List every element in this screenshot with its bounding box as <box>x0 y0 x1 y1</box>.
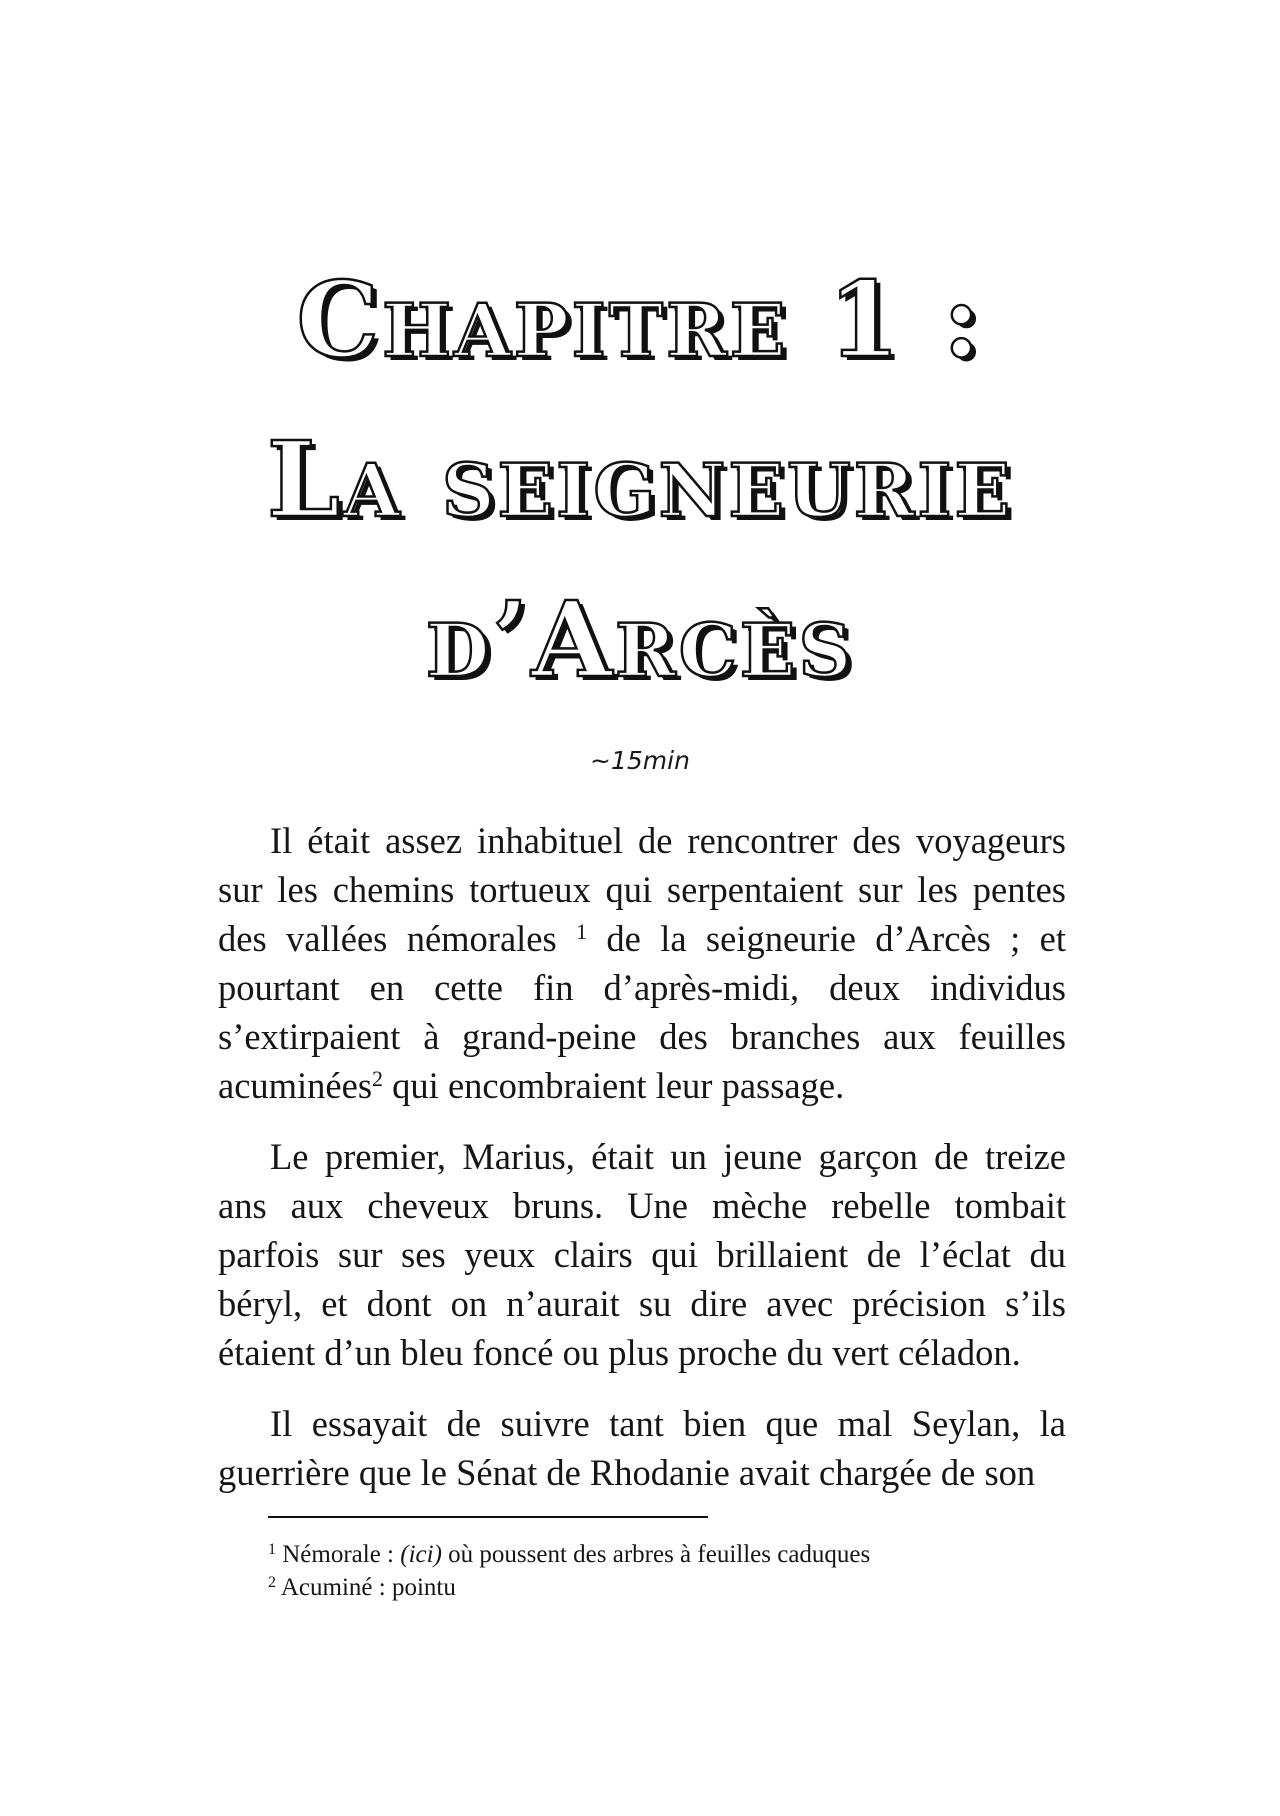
chapter-title-line: La seigneurie <box>266 418 1014 541</box>
footnote-separator <box>268 1516 708 1518</box>
chapter-title-line: d’Arcès <box>425 578 855 701</box>
paragraph-text: de la seigneurie d’Arcès ; et pourtant en cette fin d’après-midi, deux individus s’extirpaient à grand-peine des branches aux feuilles acuminées <box>218 918 1066 1106</box>
chapter-body <box>218 816 1066 1497</box>
footnote-definition: pointu <box>391 1574 456 1601</box>
paragraph <box>218 1399 1066 1497</box>
footnote-ref: 1 <box>576 919 588 944</box>
paragraph-text: Il essayait de suivre tant bien que mal Seylan, la guerrière que le Sénat de Rhodanie avait chargée de son <box>218 1403 1066 1493</box>
paragraph-text: Le premier, Marius, était un jeune garçon de treize ans aux cheveux bruns. Une mèche rebelle tombait parfois sur ses yeux clairs qui brillaient de l’éclat du béryl, et dont on n’aurait su dire avec précision s’ils étaient d’un bleu foncé ou plus proche du vert céladon. <box>218 1136 1066 1373</box>
footnote-ref: 2 <box>372 1066 384 1091</box>
footnote <box>268 1538 1068 1571</box>
chapter-title-line: Chapitre 1 : <box>296 258 984 381</box>
reading-time: ~15min <box>590 746 690 775</box>
footnotes <box>268 1538 1068 1604</box>
paragraph <box>218 816 1066 1110</box>
footnote-number: 2 <box>268 1574 276 1591</box>
footnote-term: Némorale : <box>282 1541 401 1568</box>
paragraph-text: Il était assez inhabituel de rencontrer des voyageurs sur les chemins tortueux qui serpentaient sur les pentes des vallées némorales <box>218 820 1066 959</box>
footnote-number: 1 <box>268 1541 276 1558</box>
chapter-title <box>150 240 1130 720</box>
footnote <box>268 1571 1068 1604</box>
footnote-definition: où poussent des arbres à feuilles caduques <box>441 1541 871 1568</box>
paragraph-text: qui encombraient leur passage. <box>383 1065 845 1106</box>
footnote-term: Acuminé : <box>280 1574 392 1601</box>
paragraph <box>218 1132 1066 1377</box>
footnote-qualifier: (ici) <box>400 1541 442 1568</box>
